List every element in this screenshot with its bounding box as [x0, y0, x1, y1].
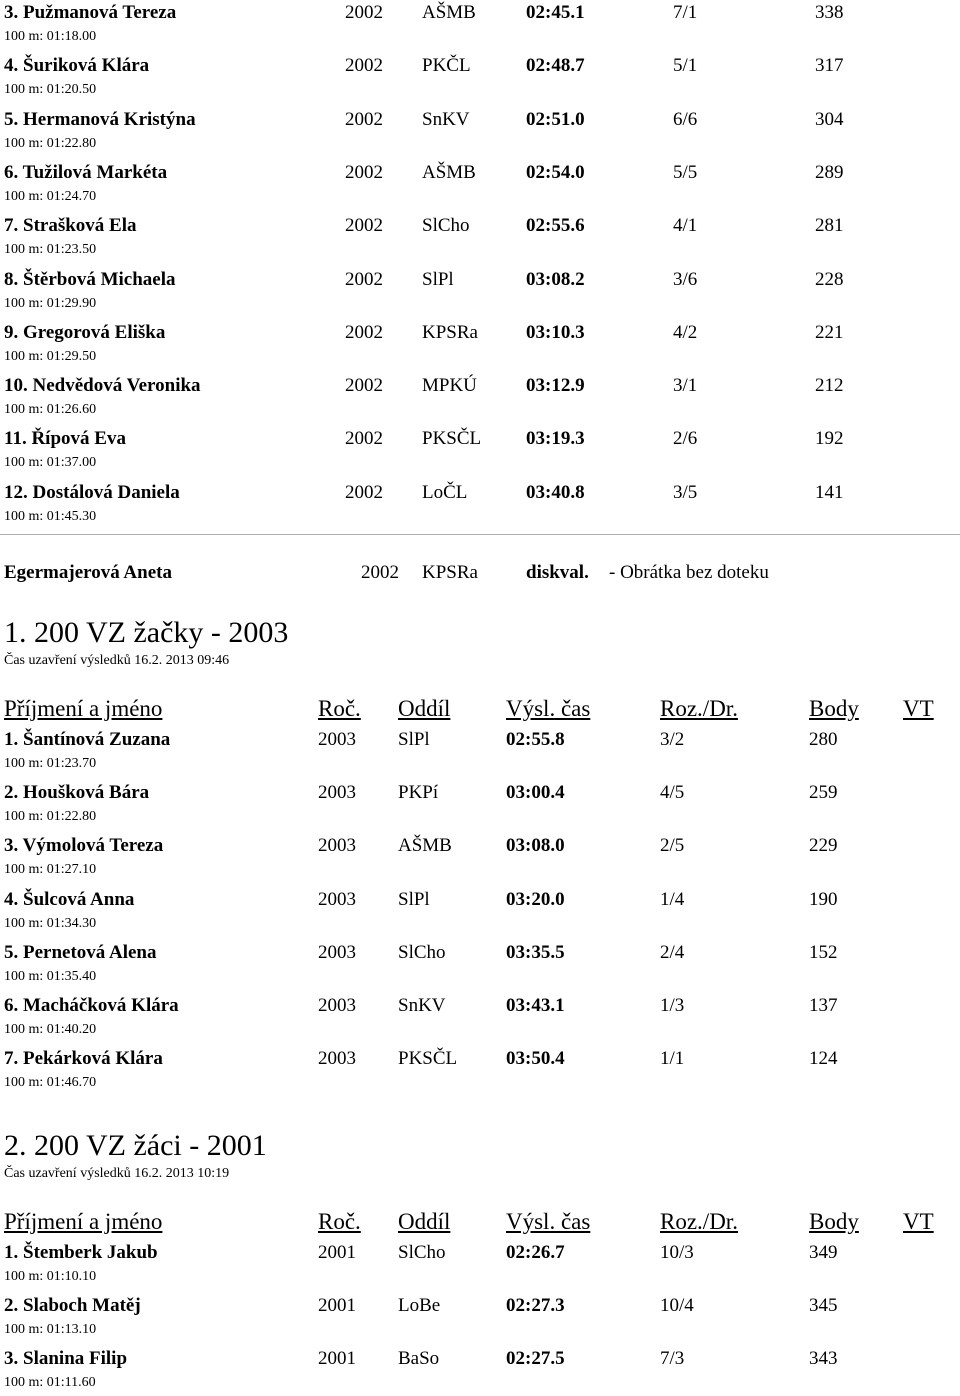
result-year: 2003	[318, 782, 356, 804]
dq-name: Egermajerová Aneta	[4, 562, 172, 583]
result-club: SlPl	[398, 888, 430, 910]
result-heat: 3/1	[673, 375, 698, 397]
result-time: 02:45.1	[526, 2, 585, 23]
header-name: Příjmení a jméno	[4, 1209, 163, 1234]
result-points: 349	[809, 1242, 838, 1263]
result-split: 100 m: 01:24.70	[4, 188, 97, 204]
dq-club: KPSRa	[422, 562, 478, 583]
section-closed-time: Čas uzavření výsledků 16.2. 2013 10:19	[4, 1166, 230, 1181]
header-time: Výsl. čas	[506, 696, 591, 721]
result-club: KPSRa	[422, 321, 478, 343]
result-time: 03:08.0	[506, 835, 565, 857]
result-year: 2003	[318, 995, 356, 1016]
result-name: 3. Pužmanová Tereza	[4, 2, 177, 23]
result-heat: 3/5	[673, 481, 698, 503]
result-year: 2002	[345, 481, 383, 503]
result-name: 5. Hermanová Kristýna	[4, 108, 196, 130]
result-time: 03:10.3	[526, 321, 585, 343]
result-name: 5. Pernetová Alena	[4, 941, 157, 963]
result-heat: 3/2	[660, 729, 685, 750]
result-points: 280	[809, 729, 838, 750]
result-points: 228	[815, 268, 844, 290]
result-points: 345	[809, 1295, 838, 1317]
result-name: 1. Šantínová Zuzana	[4, 729, 171, 750]
result-year: 2002	[345, 55, 383, 77]
result-split: 100 m: 01:22.80	[4, 135, 97, 151]
result-heat: 5/1	[673, 55, 698, 77]
result-name: 2. Houšková Bára	[4, 782, 150, 804]
result-club: MPKÚ	[422, 375, 477, 397]
result-heat: 4/2	[673, 321, 698, 343]
result-name: 4. Šulcová Anna	[4, 888, 135, 910]
result-points: 137	[809, 995, 838, 1016]
dq-status: diskval.	[526, 562, 589, 583]
result-club: SlPl	[398, 729, 430, 750]
result-points: 152	[809, 941, 838, 963]
result-heat: 2/6	[673, 428, 698, 450]
result-club: SlCho	[422, 215, 470, 237]
result-year: 2002	[345, 321, 383, 343]
result-heat: 7/1	[673, 2, 698, 23]
result-club: BaSo	[398, 1348, 440, 1370]
result-name: 6. Tužilová Markéta	[4, 161, 168, 183]
result-split: 100 m: 01:11.60	[4, 1375, 96, 1391]
result-club: SnKV	[422, 108, 470, 130]
result-heat: 6/6	[673, 108, 698, 130]
result-name: 12. Dostálová Daniela	[4, 481, 180, 503]
result-club: PKSČL	[398, 1048, 458, 1070]
result-time: 03:08.2	[526, 268, 585, 290]
result-heat: 10/3	[660, 1242, 694, 1263]
result-time: 03:20.0	[506, 888, 565, 910]
result-heat: 1/1	[660, 1048, 685, 1070]
result-time: 03:43.1	[506, 995, 565, 1016]
result-time: 02:48.7	[526, 55, 585, 77]
result-club: PKSČL	[422, 428, 482, 450]
result-club: LoČL	[422, 481, 468, 503]
result-split: 100 m: 01:13.10	[4, 1322, 97, 1338]
result-club: AŠMB	[422, 161, 476, 183]
section-closed-time: Čas uzavření výsledků 16.2. 2013 09:46	[4, 653, 230, 668]
section-title: 1. 200 VZ žačky - 2003	[4, 616, 289, 649]
result-year: 2002	[345, 375, 383, 397]
result-time: 02:54.0	[526, 161, 585, 183]
result-time: 02:27.5	[506, 1348, 565, 1370]
result-year: 2002	[345, 268, 383, 290]
result-name: 4. Šuriková Klára	[4, 55, 150, 77]
result-year: 2003	[318, 835, 356, 857]
result-club: SnKV	[398, 995, 446, 1016]
result-year: 2002	[345, 428, 383, 450]
result-time: 03:50.4	[506, 1048, 565, 1070]
result-heat: 1/4	[660, 888, 685, 910]
header-heat: Roz./Dr.	[660, 696, 738, 721]
header-club: Oddíl	[398, 696, 451, 721]
result-split: 100 m: 01:29.90	[4, 295, 97, 311]
result-heat: 1/3	[660, 995, 685, 1016]
header-year: Roč.	[318, 696, 361, 721]
result-split: 100 m: 01:23.70	[4, 756, 97, 771]
header-year: Roč.	[318, 1209, 361, 1234]
result-split: 100 m: 01:46.70	[4, 1075, 97, 1091]
result-split: 100 m: 01:27.10	[4, 862, 97, 878]
result-split: 100 m: 01:10.10	[4, 1269, 97, 1284]
section-divider	[0, 534, 960, 535]
result-points: 338	[815, 2, 844, 23]
result-split: 100 m: 01:20.50	[4, 82, 97, 98]
header-points: Body	[809, 696, 859, 721]
result-club: LoBe	[398, 1295, 441, 1317]
result-name: 3. Výmolová Tereza	[4, 835, 164, 857]
result-year: 2002	[345, 161, 383, 183]
result-club: SlCho	[398, 941, 446, 963]
result-points: 259	[809, 782, 838, 804]
result-split: 100 m: 01:40.20	[4, 1022, 97, 1037]
result-heat: 7/3	[660, 1348, 685, 1370]
header-vt: VT	[903, 696, 934, 721]
result-year: 2001	[318, 1348, 356, 1370]
result-year: 2003	[318, 888, 356, 910]
result-club: SlCho	[398, 1242, 446, 1263]
result-time: 03:35.5	[506, 941, 565, 963]
result-time: 03:19.3	[526, 428, 585, 450]
result-split: 100 m: 01:34.30	[4, 915, 97, 931]
result-heat: 3/6	[673, 268, 698, 290]
result-points: 229	[809, 835, 838, 857]
result-points: 343	[809, 1348, 838, 1370]
result-points: 281	[815, 215, 844, 237]
result-name: 10. Nedvědová Veronika	[4, 375, 201, 397]
header-vt: VT	[903, 1209, 934, 1234]
section-title: 2. 200 VZ žáci - 2001	[4, 1129, 267, 1162]
result-time: 02:51.0	[526, 108, 585, 130]
result-points: 212	[815, 375, 844, 397]
result-name: 6. Macháčková Klára	[4, 995, 179, 1016]
header-club: Oddíl	[398, 1209, 451, 1234]
result-split: 100 m: 01:26.60	[4, 402, 97, 418]
result-heat: 4/1	[673, 215, 698, 237]
result-points: 221	[815, 321, 844, 343]
result-year: 2002	[345, 108, 383, 130]
result-club: AŠMB	[422, 2, 476, 23]
result-points: 192	[815, 428, 844, 450]
result-name: 1. Štemberk Jakub	[4, 1242, 158, 1263]
header-name: Příjmení a jméno	[4, 696, 163, 721]
dq-reason: - Obrátka bez doteku	[609, 562, 769, 583]
result-club: SlPl	[422, 268, 454, 290]
result-name: 2. Slaboch Matěj	[4, 1295, 141, 1317]
result-split: 100 m: 01:18.00	[4, 29, 97, 44]
result-points: 289	[815, 161, 844, 183]
result-time: 03:12.9	[526, 375, 585, 397]
result-time: 03:40.8	[526, 481, 585, 503]
result-club: PKČL	[422, 55, 471, 77]
result-time: 02:55.6	[526, 215, 585, 237]
result-split: 100 m: 01:35.40	[4, 968, 97, 984]
result-split: 100 m: 01:29.50	[4, 348, 97, 364]
result-year: 2003	[318, 729, 356, 750]
result-name: 11. Řípová Eva	[4, 428, 126, 450]
result-points: 141	[815, 481, 844, 503]
header-time: Výsl. čas	[506, 1209, 591, 1234]
result-year: 2003	[318, 1048, 356, 1070]
result-year: 2003	[318, 941, 356, 963]
result-year: 2001	[318, 1295, 356, 1317]
result-time: 02:55.8	[506, 729, 565, 750]
result-points: 190	[809, 888, 838, 910]
result-points: 304	[815, 108, 844, 130]
result-split: 100 m: 01:45.30	[4, 508, 97, 524]
result-heat: 10/4	[660, 1295, 694, 1317]
result-name: 8. Štěrbová Michaela	[4, 268, 176, 290]
result-points: 124	[809, 1048, 838, 1070]
dq-year: 2002	[361, 562, 399, 583]
result-year: 2002	[345, 215, 383, 237]
header-points: Body	[809, 1209, 859, 1234]
result-heat: 2/5	[660, 835, 685, 857]
result-club: PKPí	[398, 782, 439, 804]
result-heat: 5/5	[673, 161, 698, 183]
result-name: 7. Strašková Ela	[4, 215, 137, 237]
result-name: 7. Pekárková Klára	[4, 1048, 163, 1070]
result-points: 317	[815, 55, 844, 77]
result-year: 2002	[345, 2, 383, 23]
result-heat: 4/5	[660, 782, 685, 804]
result-split: 100 m: 01:23.50	[4, 242, 97, 258]
result-time: 02:26.7	[506, 1242, 565, 1263]
result-club: AŠMB	[398, 835, 452, 857]
result-split: 100 m: 01:22.80	[4, 809, 97, 825]
result-split: 100 m: 01:37.00	[4, 455, 97, 471]
result-time: 03:00.4	[506, 782, 565, 804]
header-heat: Roz./Dr.	[660, 1209, 738, 1234]
result-heat: 2/4	[660, 941, 685, 963]
result-name: 3. Slanina Filip	[4, 1348, 128, 1370]
result-year: 2001	[318, 1242, 356, 1263]
result-name: 9. Gregorová Eliška	[4, 321, 166, 343]
result-time: 02:27.3	[506, 1295, 565, 1317]
